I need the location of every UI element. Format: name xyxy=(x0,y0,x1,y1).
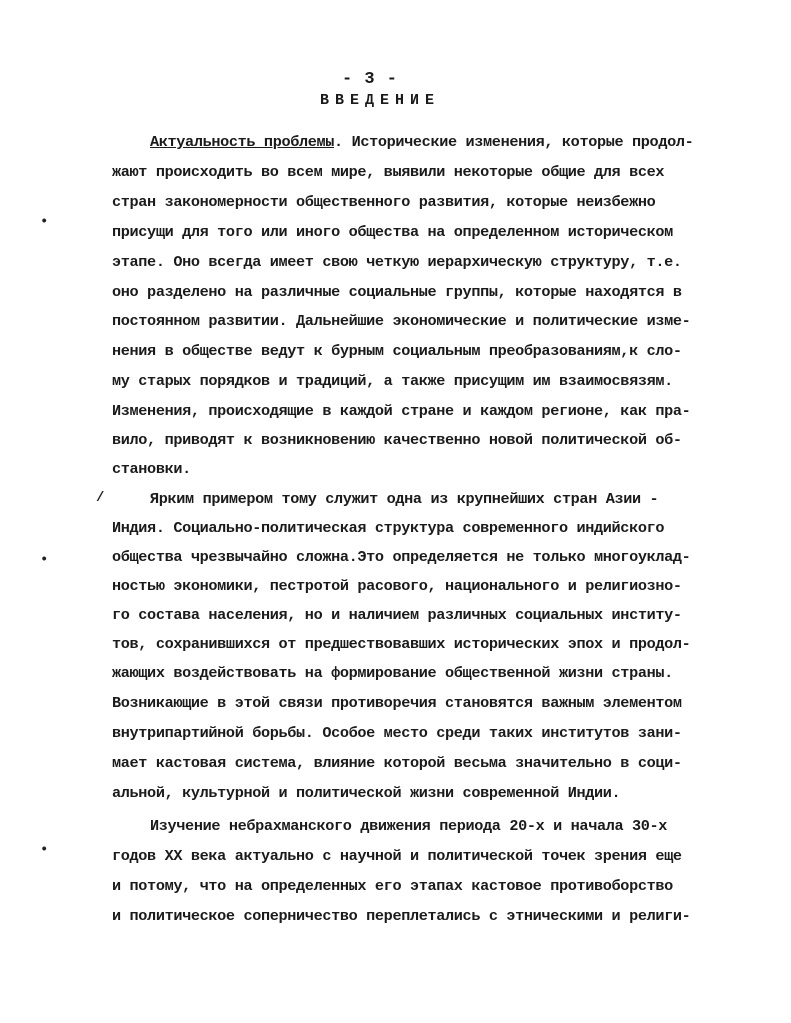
text-line: оно разделено на различные социальные группы, которые находятся в xyxy=(112,283,682,301)
text-line: становки. xyxy=(112,460,191,478)
text-line: внутрипартийной борьбы. Особое место среди таких институтов зани- xyxy=(112,724,682,742)
text-line: мает кастовая система, влияние которой весьма значительно в соци- xyxy=(112,754,682,772)
text-line: альной, культурной и политической жизни современной Индии. xyxy=(112,784,621,802)
text-line: нения в обществе ведут к бурным социальным преобразованиям,к сло- xyxy=(112,342,682,360)
text-line: Индия. Социально-политическая структура современного индийского xyxy=(112,519,665,537)
text-line: Изучение небрахманского движения периода 20-х и начала 30-х xyxy=(150,817,668,835)
text-line: Актуальность проблемы. Исторические изменения, которые продол- xyxy=(150,133,694,151)
text-line: жающих воздействовать на формирование общественной жизни страны. xyxy=(112,664,673,682)
page-number: - 3 - xyxy=(341,70,398,89)
text-line: го состава населения, но и наличием различных социальных институ- xyxy=(112,606,682,624)
text-line: Возникающие в этой связи противоречия становятся важным элементом xyxy=(112,694,682,712)
text-line: тов, сохранившихся от предшествовавших исторических эпох и продол- xyxy=(112,635,691,653)
text-line: му старых порядков и традиций, а также присущим им взаимосвязям. xyxy=(112,372,673,390)
text-line: стран закономерности общественного развития, которые неизбежно xyxy=(112,193,656,211)
text-line: вило, приводят к возникновению качественно новой политической об- xyxy=(112,431,682,449)
margin-mark: • xyxy=(40,842,49,858)
underlined-phrase: Актуальность проблемы xyxy=(150,133,335,151)
text-line: общества чрезвычайно сложна.Это определяется не только многоуклад- xyxy=(112,548,691,566)
text-line: Изменения, происходящие в каждой стране и каждом регионе, как пра- xyxy=(112,402,691,420)
text-line: годов XX века актуально с научной и политической точек зрения еще xyxy=(112,847,682,865)
text-line: этапе. Оно всегда имеет свою четкую иерархическую структуру, т.е. xyxy=(112,253,682,271)
margin-mark: • xyxy=(40,552,49,568)
text-line: постоянном развитии. Дальнейшие экономические и политические изме- xyxy=(112,312,691,330)
text-line: Ярким примером тому служит одна из крупнейших стран Азии - xyxy=(150,490,659,508)
page-title: ВВЕДЕНИЕ xyxy=(319,92,440,109)
text-line: ностью экономики, пестротой расового, национального и религиозно- xyxy=(112,577,682,595)
text-line: жают происходить во всем мире, выявили некоторые общие для всех xyxy=(112,163,665,181)
margin-mark: • xyxy=(40,214,49,230)
text-line: присущи для того или иного общества на определенном историческом xyxy=(112,223,673,241)
text-line: и политическое соперничество переплетались с этническими и религи- xyxy=(112,907,691,925)
margin-mark: / xyxy=(96,490,105,506)
text-line: и потому, что на определенных его этапах кастовое противоборство xyxy=(112,877,673,895)
